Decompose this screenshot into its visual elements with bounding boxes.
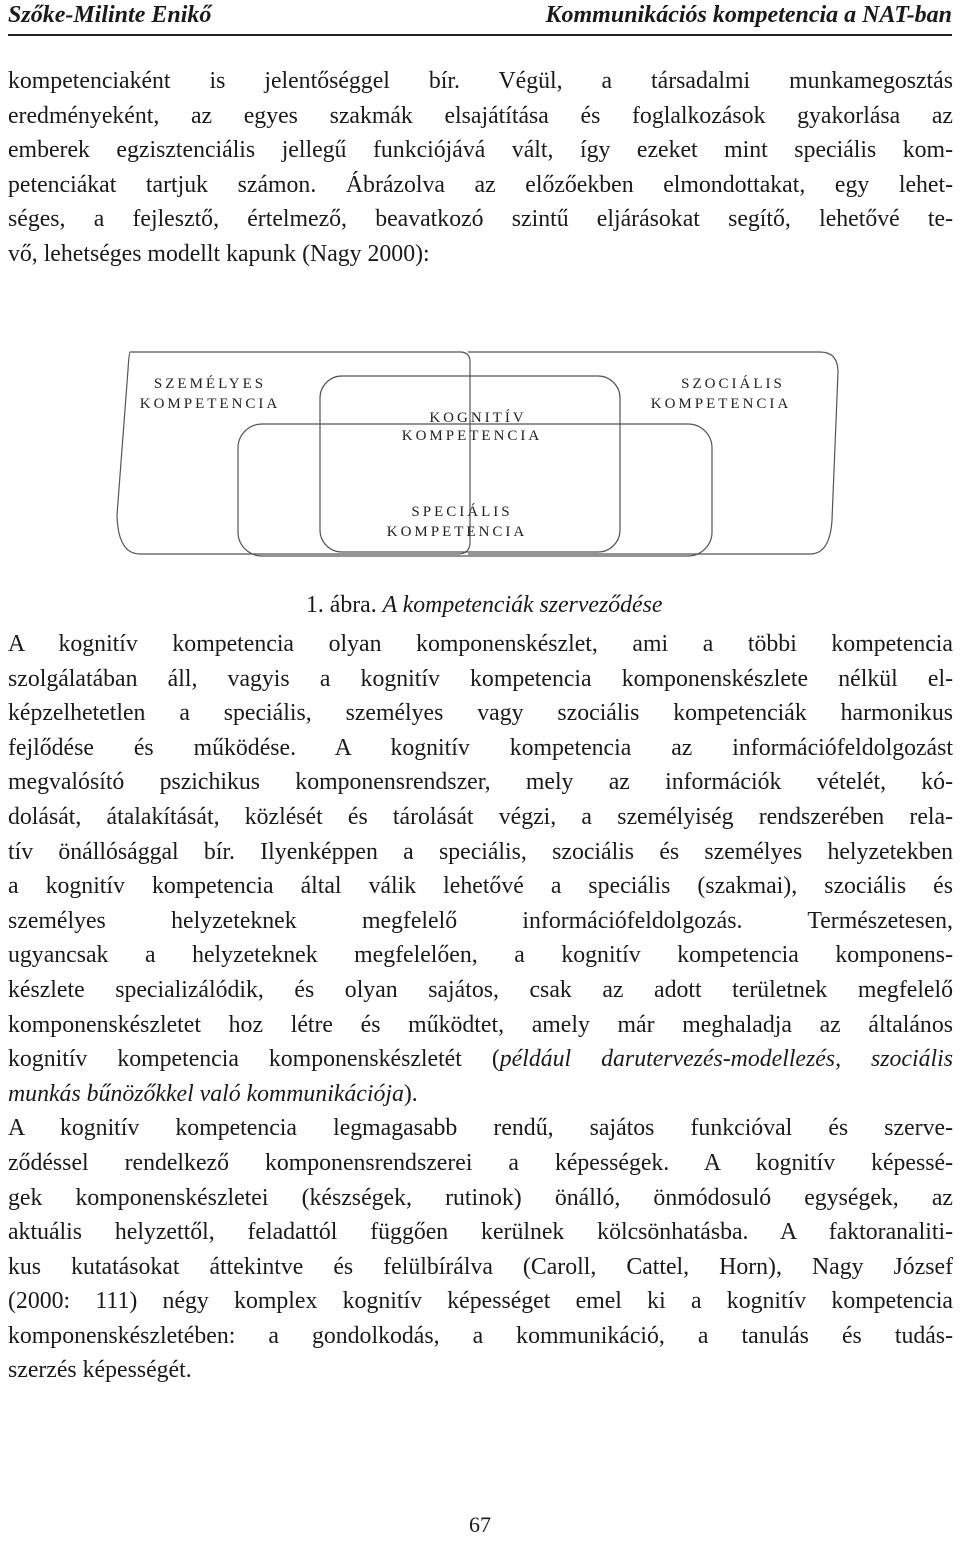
text-line: A kognitív kompetencia olyan komponenskészlet, ami a többi kompetencia (8, 631, 953, 657)
text-line: gek komponenskészletei (készségek, rutinok) önálló, önmódosuló egységek, az (8, 1184, 953, 1211)
text-line: (2000: 111) négy komplex kognitív képességet emel ki a kognitív kompetencia (8, 1288, 953, 1315)
text-line: készlete specializálódik, és olyan sajátos, csak az adott területnek megfelelő (8, 976, 953, 1003)
text-line: személyes helyzeteknek megfelelő információfeldolgozás. Természetesen, (8, 907, 953, 934)
text-line: séges, a fejlesztő, értelmező, beavatkozó szintű eljárásokat segítő, lehetővé te- (8, 206, 953, 233)
text-line: a kognitív kompetencia által válik lehetővé a speciális (szakmai), szociális és (8, 873, 953, 900)
diagram-svg (0, 340, 960, 570)
text-line: képzelhetetlen a speciális, személyes vagy szociális kompetenciák harmonikus (8, 700, 953, 727)
caption-number: 1. ábra. (306, 592, 377, 618)
text-line: A kognitív kompetencia legmagasabb rendű, sajátos funkcióval és szerve- (8, 1115, 953, 1142)
text-line: petenciákat tartjuk számon. Ábrázolva az előzőekben elmondottakat, egy lehet- (8, 171, 953, 198)
personal-label-line1: SZEMÉLYES (153, 376, 267, 392)
social-label-line2: KOMPETENCIA (650, 396, 792, 412)
text-line: eredményeként, az egyes szakmák elsajátítása és foglalkozások gyakorlása az (8, 102, 953, 129)
caption-title: A kompetenciák szerveződése (382, 592, 663, 618)
text-line: tív önállósággal bír. Ilyenképpen a speciális, szociális és személyes helyzetekben (8, 838, 953, 865)
text-segment: kognitív kompetencia komponenskészletét ( (8, 1046, 500, 1073)
text-segment: ). (403, 1080, 418, 1107)
text-line: emberek egzisztenciális jellegű funkciójává vált, így ezeket mint speciális kom- (8, 137, 953, 164)
text-line (8, 1077, 953, 1112)
text-line: komponenskészletében: a gondolkodás, a kommunikáció, a tanulás és tudás- (8, 1322, 953, 1349)
text-line: szerzés képességét. (8, 1357, 192, 1384)
text-line: ződéssel rendelkező komponensrendszerei a képességek. A kognitív képessé- (8, 1149, 953, 1176)
text-line: ugyancsak a helyzeteknek megfelelően, a kognitív kompetencia komponens- (8, 942, 953, 969)
paragraph-cognitive (8, 627, 953, 1388)
page-number: 67 (469, 1512, 491, 1537)
social-label-line1: SZOCIÁLIS (681, 376, 785, 392)
italic-example: munkás bűnözőkkel való kommunikációja (8, 1080, 404, 1107)
figure-caption (306, 588, 662, 622)
running-header (8, 0, 952, 36)
text-line: vő, lehetséges modellt kapunk (Nagy 2000): (8, 240, 430, 267)
special-label-line1: SPECIÁLIS (411, 504, 513, 520)
text-line: kompetenciaként is jelentőséggel bír. Végül, a társadalmi munkamegosztás (8, 68, 953, 94)
text-line: komponenskészletet hoz létre és működtet, amely már meghaladja az általános (8, 1011, 953, 1038)
special-label-line2: KOMPETENCIA (386, 524, 528, 540)
text-line: kus kutatásokat áttekintve és felülbírálva (Caroll, Cattel, Horn), Nagy József (8, 1253, 953, 1280)
paragraph-intro (8, 64, 953, 272)
text-line: aktuális helyzettől, feladattól függően kerülnek kölcsönhatásba. A faktoranaliti- (8, 1219, 953, 1246)
cognitive-label-line1: KOGNITÍV (429, 410, 527, 426)
text-line: dolását, átalakítását, közlését és tárolását végzi, a személyiség rendszerében rela- (8, 803, 953, 830)
personal-label-line2: KOMPETENCIA (139, 396, 281, 412)
text-line: szolgálatában áll, vagyis a kognitív kompetencia komponenskészlete nélkül el- (8, 665, 953, 692)
header-author: Szőke-Milinte Enikő (8, 2, 212, 28)
text-line (8, 1042, 953, 1077)
text-line: megvalósító pszichikus komponensrendszer, mely az információk vételét, kó- (8, 769, 953, 796)
cognitive-label-line2: KOMPETENCIA (401, 428, 543, 444)
competence-diagram (0, 340, 960, 570)
text-line: fejlődése és működése. A kognitív kompetencia az információfeldolgozást (8, 734, 953, 761)
header-title: Kommunikációs kompetencia a NAT-ban (545, 2, 952, 28)
italic-example: például darutervezés-modellezés, szociális (499, 1046, 953, 1073)
